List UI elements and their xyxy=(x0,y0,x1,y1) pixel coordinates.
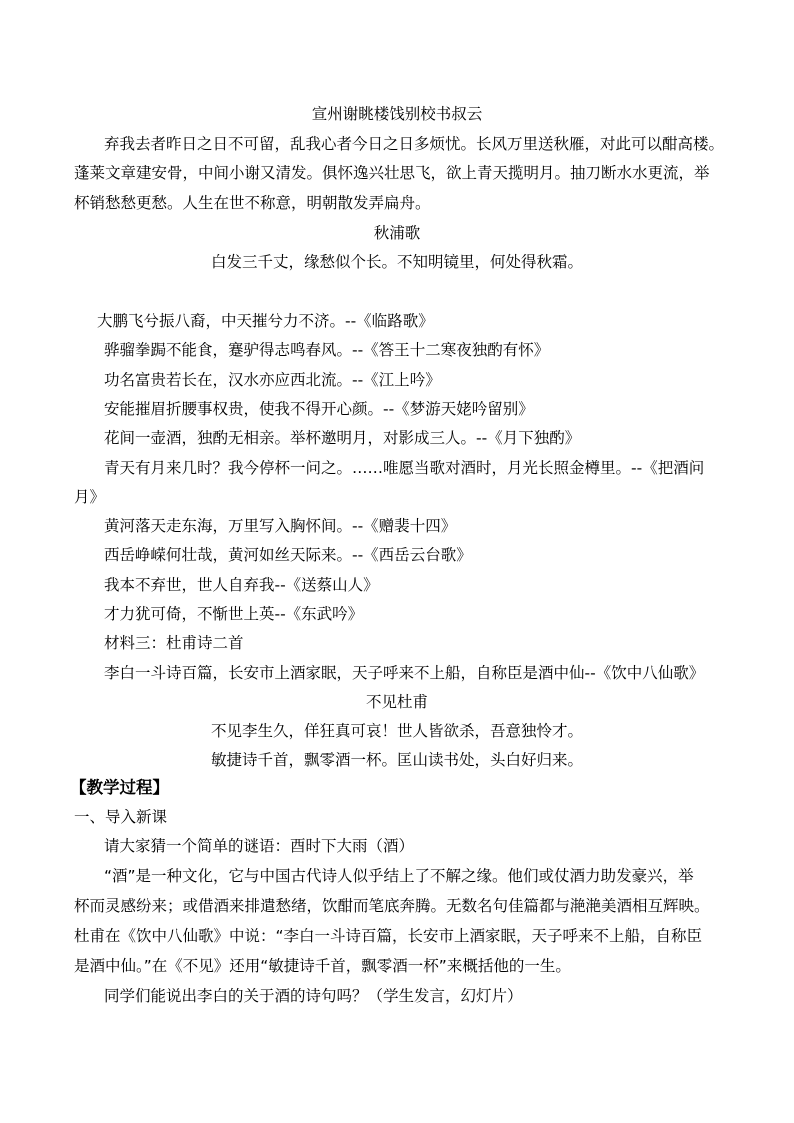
poem-title-xuanzhou: 宣州谢眺楼饯别校书叔云 xyxy=(311,105,483,123)
poem-line: 白发三千丈，缘愁似个长。不知明镜里，何处得秋霜。 xyxy=(210,253,583,271)
poem-line: 敏捷诗千首，飘零酒一杯。匡山读书处，头白好归来。 xyxy=(210,751,583,769)
paragraph-line: “酒”是一种文化，它与中国古代诗人似乎结上了不解之缘。他们或仗酒力助发豪兴，举 xyxy=(104,867,694,885)
question-line: 同学们能说出李白的关于酒的诗句吗？（学生发言，幻灯片） xyxy=(104,987,523,1005)
quote-line: 我本不弃世，世人自弃我--《送蔡山人》 xyxy=(104,576,379,594)
section-title: 一、导入新课 xyxy=(74,808,168,826)
material-label: 材料三：杜甫诗二首 xyxy=(104,634,244,652)
quote-line: 花间一壶酒，独酌无相亲。举杯邀明月，对影成三人。--《月下独酌》 xyxy=(104,429,581,447)
poem-title-bujian: 不见杜甫 xyxy=(365,693,428,711)
quote-line: 骅骝拳跼不能食，蹇驴得志鸣春风。--《答王十二寒夜独酌有怀》 xyxy=(104,341,550,359)
material-line: 李白一斗诗百篇，长安市上酒家眠，天子呼来不上船，自称臣是酒中仙--《饮中八仙歌》 xyxy=(104,664,705,682)
quote-line: 功名富贵若长在，汉水亦应西北流。--《江上吟》 xyxy=(104,371,441,389)
section-heading: 【教学过程】 xyxy=(70,778,169,797)
poem-title-qiupu: 秋浦歌 xyxy=(373,224,421,242)
poem-line: 不见李生久，佯狂真可哀！世人皆欲杀，吾意独怜才。 xyxy=(210,722,583,740)
poem-line: 蓬莱文章建安骨，中间小谢又清发。俱怀逸兴壮思飞，欲上青天揽明月。抽刀断水水更流，举 xyxy=(74,164,710,182)
quote-line: 青天有月来几时？我今停杯一问之。……唯愿当歌对酒时，月光长照金樽里。--《把酒问 xyxy=(104,459,705,477)
paragraph-line: 是酒中仙。”在《不见》还用“敏捷诗千首，飘零酒一杯”来概括他的一生。 xyxy=(74,957,571,975)
poem-line: 杯销愁愁更愁。人生在世不称意，明朝散发弄扁舟。 xyxy=(74,194,431,212)
quote-line: 才力犹可倚，不惭世上英--《东武吟》 xyxy=(104,605,364,623)
quote-line: 安能摧眉折腰事权贵，使我不得开心颜。--《梦游天姥吟留别》 xyxy=(104,400,534,418)
quote-line: 黄河落天走东海，万里写入胸怀间。--《赠裴十四》 xyxy=(104,517,457,535)
quote-line: 大鹏飞兮振八裔，中天摧兮力不济。--《临路歌》 xyxy=(97,312,434,330)
riddle-line: 请大家猜一个简单的谜语：酉时下大雨（酒） xyxy=(104,837,415,855)
poem-line: 弃我去者昨日之日不可留，乱我心者今日之日多烦忧。长风万里送秋雁，对此可以酣高楼。 xyxy=(104,135,725,153)
paragraph-line: 杜甫在《饮中八仙歌》中说：“李白一斗诗百篇，长安市上酒家眠，天子呼来不上船，自称臣 xyxy=(74,927,703,945)
quote-line: 月》 xyxy=(74,488,106,506)
quote-line: 西岳峥嵘何壮哉，黄河如丝天际来。--《西岳云台歌》 xyxy=(104,546,472,564)
paragraph-line: 杯而灵感纷来；或借酒来排遣愁绪，饮酣而笔底奔腾。无数名句佳篇都与滟滟美酒相互辉映。 xyxy=(74,897,710,915)
